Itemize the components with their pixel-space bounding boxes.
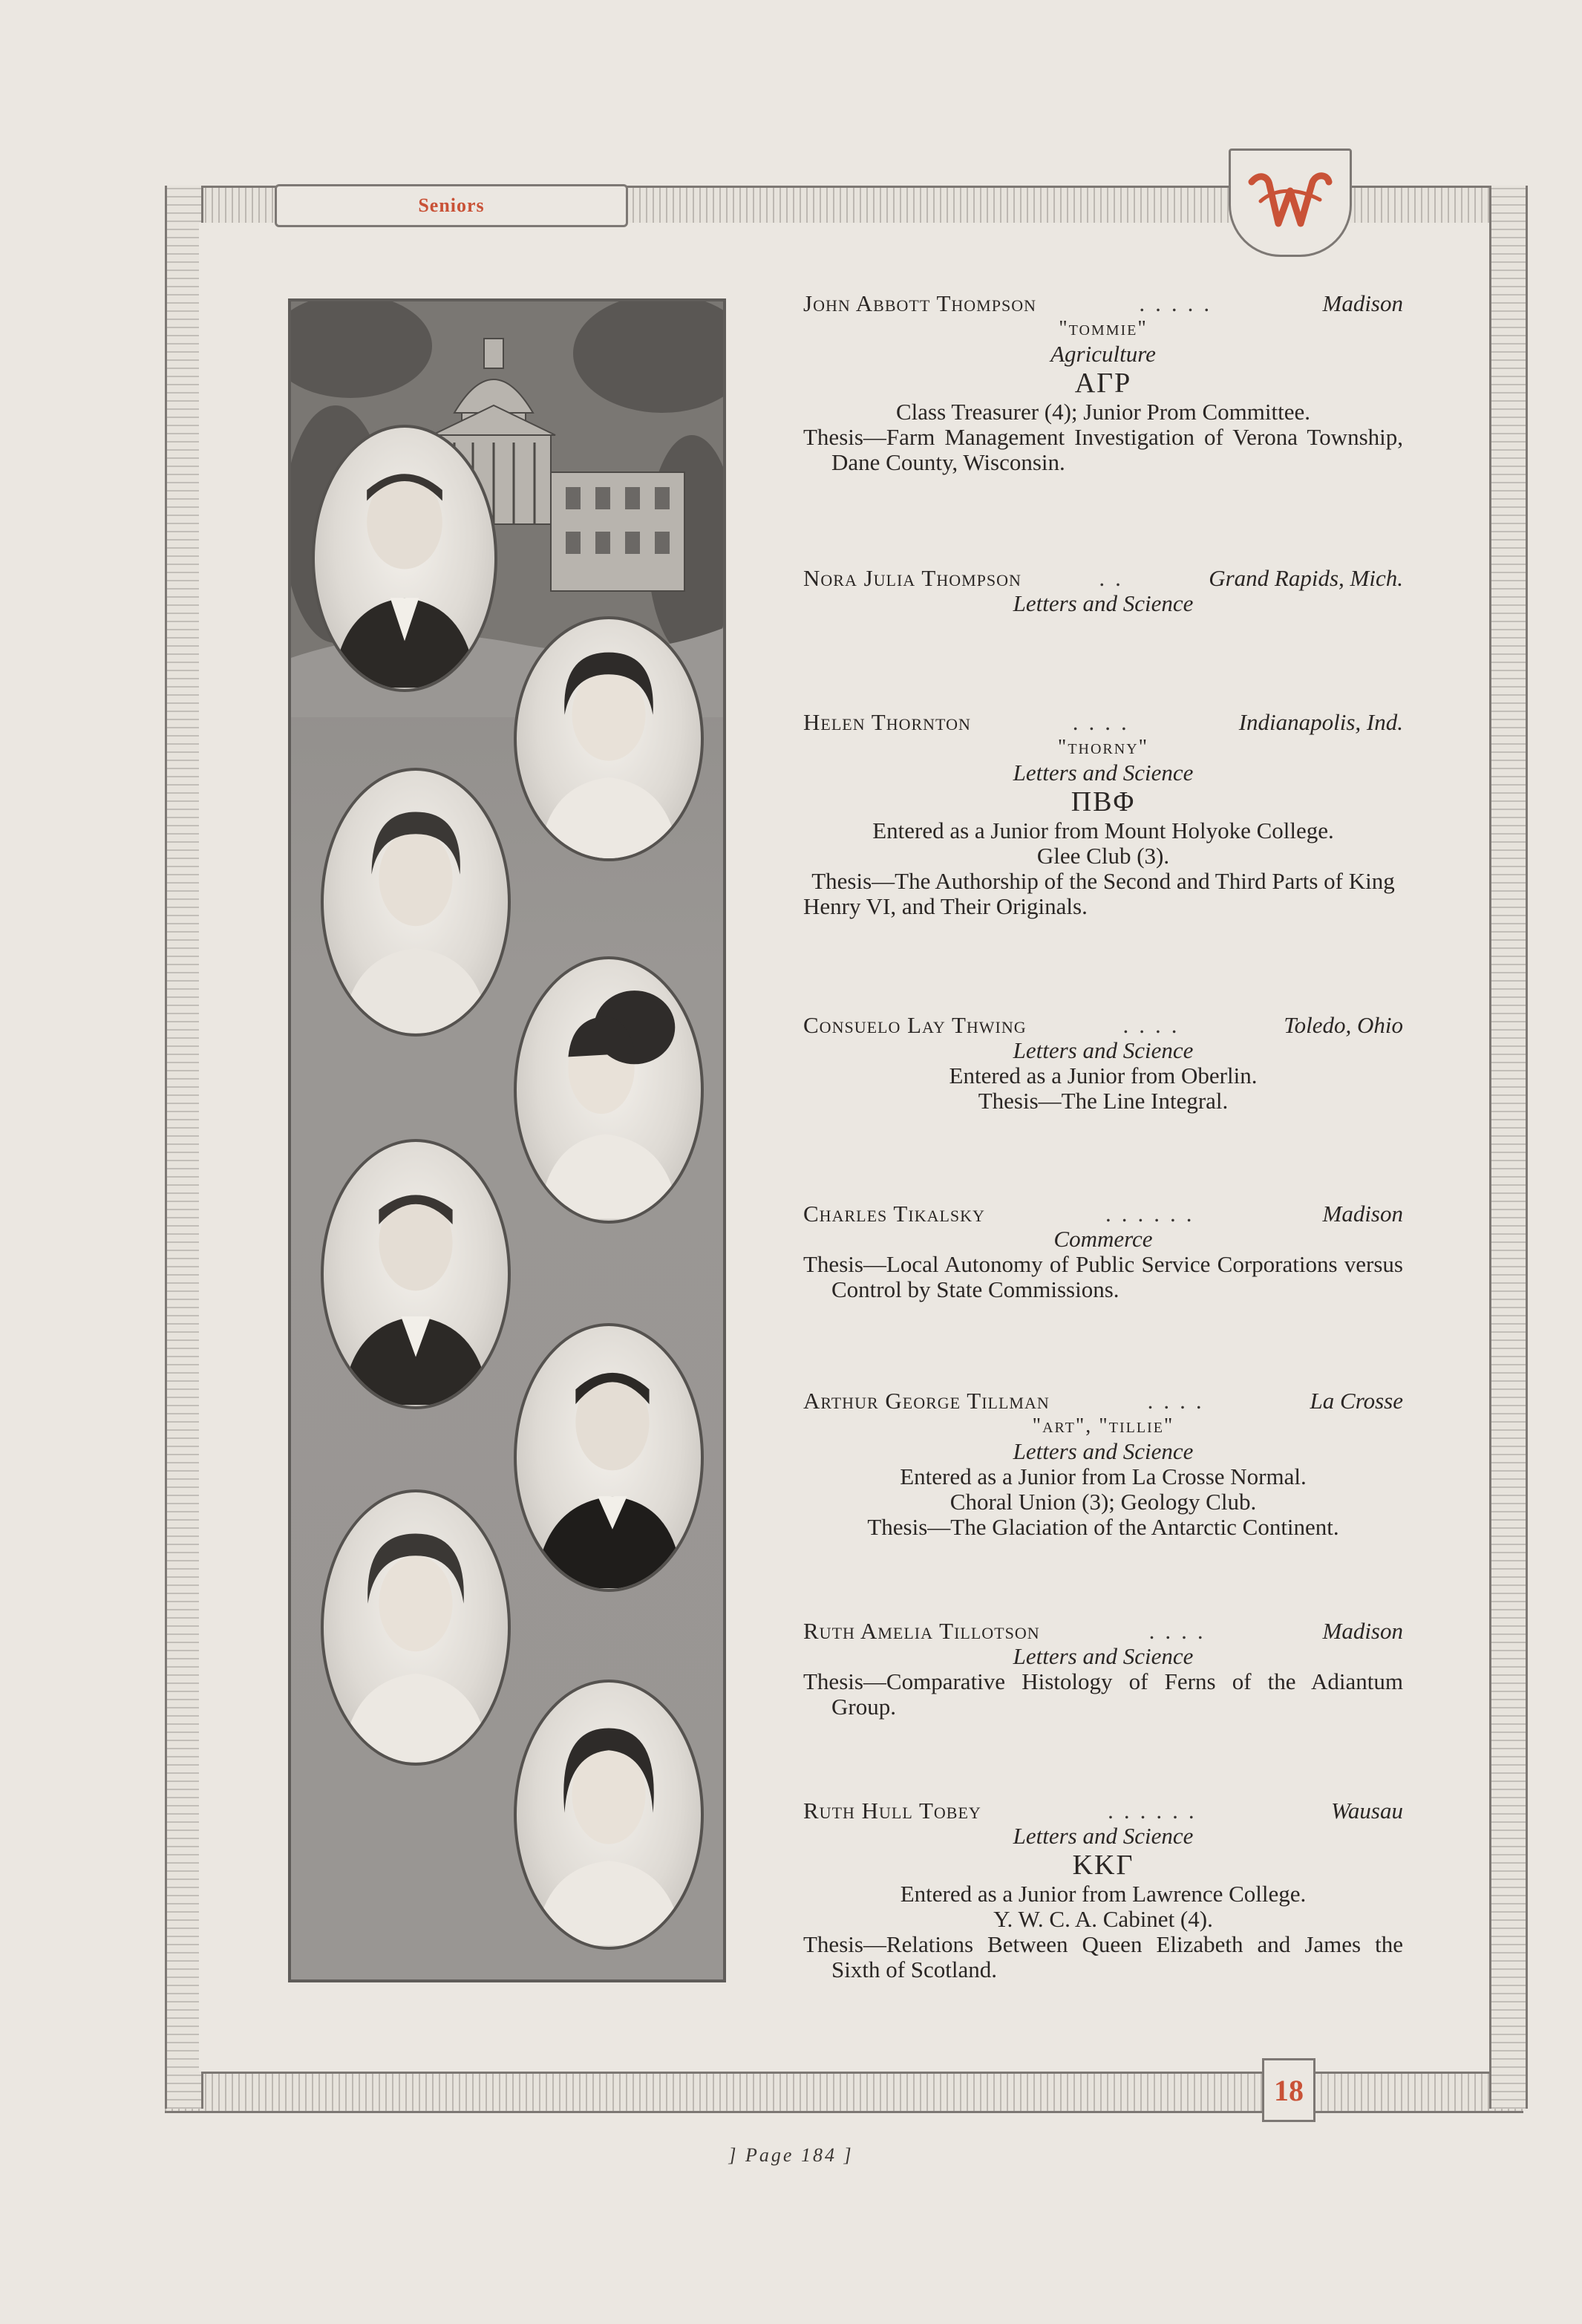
portrait-tillotson-ruth [321, 1489, 511, 1766]
fraternity-letters: ΠΒΦ [1071, 786, 1136, 817]
entry-tikalsky-charles [803, 1201, 1403, 1302]
leader-dots: ...... [1108, 1798, 1205, 1824]
entry-thwing-consuelo [803, 1013, 1403, 1114]
name-line [803, 1201, 1403, 1227]
border-bottom [165, 2072, 1523, 2113]
nickname: "tommie" [1059, 317, 1148, 340]
college: Letters and Science [1013, 590, 1194, 616]
portrait-tobey-ruth [514, 1680, 704, 1950]
hometown: La Crosse [1310, 1388, 1403, 1414]
w-monogram-icon [1246, 166, 1335, 240]
entry-thompson-nora [803, 566, 1403, 616]
fraternity-letters: ΑΓΡ [1074, 368, 1132, 399]
student-name: Helen Thornton [803, 709, 971, 735]
leader-dots: .... [1122, 1013, 1188, 1038]
name-line [803, 710, 1403, 735]
college: Letters and Science [1013, 760, 1194, 786]
student-name: Ruth Amelia Tillotson [803, 1618, 1040, 1644]
name-line [803, 291, 1403, 316]
thesis: Thesis—Farm Management Investigation of Verona Township, Dane County, Wisconsin. [803, 424, 1403, 475]
hometown: Madison [1322, 290, 1403, 316]
student-name: Charles Tikalsky [803, 1201, 985, 1227]
thesis: Thesis—Relations Between Queen Elizabeth and James the Sixth of Scotland. [803, 1931, 1403, 1982]
portrait-tikalsky-charles [321, 1139, 511, 1409]
name-line [803, 566, 1403, 591]
wisconsin-logo [1229, 148, 1352, 257]
thesis: Thesis—The Authorship of the Second and Third Parts of King Henry VI, and Their Originals. [803, 868, 1395, 919]
college: Letters and Science [1013, 1037, 1194, 1063]
hometown: Indianapolis, Ind. [1238, 709, 1403, 735]
hometown: Madison [1322, 1201, 1403, 1227]
thesis: Thesis—The Line Integral. [978, 1088, 1229, 1114]
activity-line: Choral Union (3); Geology Club. [949, 1489, 1257, 1515]
student-name: John Abbott Thompson [803, 290, 1036, 316]
name-line [803, 1388, 1403, 1414]
student-name: Ruth Hull Tobey [803, 1798, 981, 1824]
college: Commerce [1053, 1226, 1153, 1252]
corner-page-number: 18 [1274, 2073, 1304, 2107]
activity-line: Glee Club (3). [1036, 843, 1170, 869]
page-footer: ] Page 184 ] [728, 2144, 854, 2166]
portrait-panel [288, 298, 726, 1982]
nickname: "thorny" [1057, 736, 1149, 759]
name-line [803, 1798, 1403, 1824]
entry-thompson-john [803, 291, 1403, 475]
leader-dots: .. [1099, 566, 1131, 591]
entry-tillman-arthur [803, 1388, 1403, 1540]
nickname: "art", "tillie" [1032, 1414, 1174, 1437]
section-label: Seniors [418, 195, 485, 216]
student-name: Consuelo Lay Thwing [803, 1012, 1027, 1038]
border-right [1489, 186, 1528, 2109]
entry-thornton-helen [803, 710, 1403, 919]
section-tab [275, 184, 628, 227]
portrait-thornton-helen [321, 768, 511, 1037]
thesis: Thesis—Comparative Histology of Ferns of the Adiantum Group. [803, 1668, 1403, 1720]
leader-dots: .... [1147, 1388, 1212, 1414]
entry-tillotson-ruth [803, 1619, 1403, 1720]
student-name: Nora Julia Thompson [803, 565, 1022, 591]
leader-dots: ..... [1139, 291, 1220, 316]
student-name: Arthur George Tillman [803, 1388, 1050, 1414]
hometown: Madison [1322, 1618, 1403, 1644]
hometown: Toledo, Ohio [1284, 1012, 1403, 1038]
border-left [165, 186, 203, 2109]
portrait-thompson-nora [514, 616, 704, 861]
name-line [803, 1619, 1403, 1644]
portrait-thwing-consuelo [514, 956, 704, 1224]
activity-line: Y. W. C. A. Cabinet (4). [993, 1906, 1213, 1932]
name-line [803, 1013, 1403, 1038]
hometown: Wausau [1330, 1798, 1403, 1824]
thesis: Thesis—Local Autonomy of Public Service Corporations versus Control by State Commissions. [803, 1251, 1403, 1302]
thesis: Thesis—The Glaciation of the Antarctic Continent. [867, 1514, 1339, 1540]
entry-tobey-ruth [803, 1798, 1403, 1982]
hometown: Grand Rapids, Mich. [1209, 565, 1403, 591]
college: Letters and Science [1013, 1438, 1194, 1464]
page-number-box [1262, 2058, 1315, 2122]
activity-line: Entered as a Junior from Lawrence College. [900, 1881, 1307, 1907]
activity-line: Entered as a Junior from La Crosse Normal. [900, 1463, 1307, 1489]
college: Agriculture [1050, 341, 1156, 367]
college: Letters and Science [1013, 1643, 1194, 1669]
activity-line: Class Treasurer (4); Junior Prom Committee. [896, 399, 1310, 425]
college: Letters and Science [1013, 1823, 1194, 1849]
activity-line: Entered as a Junior from Mount Holyoke College. [872, 817, 1334, 843]
portrait-tillman-arthur [514, 1323, 704, 1592]
leader-dots: ...... [1105, 1201, 1203, 1227]
leader-dots: .... [1072, 710, 1137, 735]
portrait-thompson-john [312, 425, 497, 692]
activity-line: Entered as a Junior from Oberlin. [949, 1063, 1258, 1088]
leader-dots: .... [1148, 1619, 1214, 1644]
fraternity-letters: ΚΚΓ [1072, 1850, 1134, 1881]
